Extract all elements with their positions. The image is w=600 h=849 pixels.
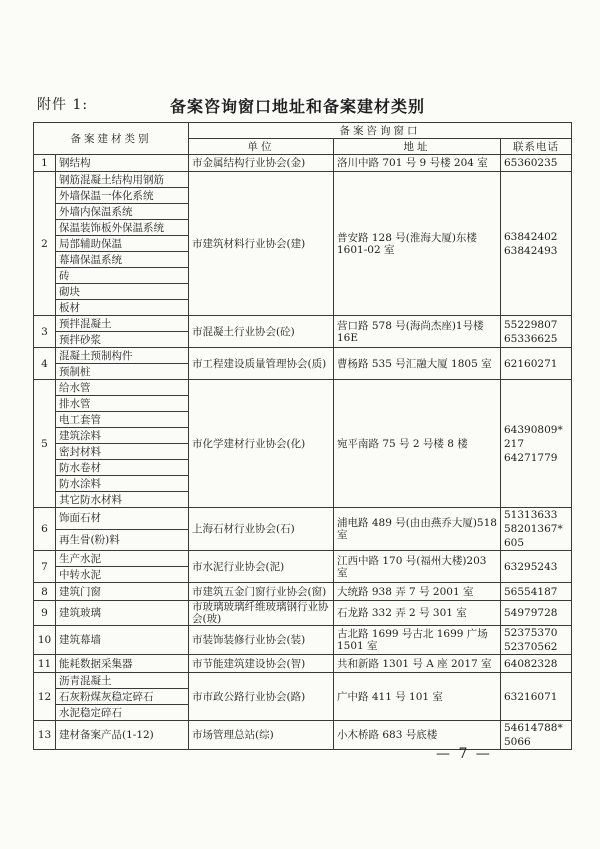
material-category: 砌块 [56, 284, 189, 300]
table-row [34, 380, 572, 396]
window-address: 广中路 411 号 101 室 [334, 673, 501, 721]
window-unit: 市装饰装修行业协会(装) [189, 626, 334, 655]
table-row [34, 601, 572, 626]
window-address: 古北路 1699 号古北 1699 广场 1501 室 [334, 626, 501, 655]
contact-phone [501, 721, 572, 750]
page-number: — 7 — [436, 746, 492, 762]
material-category: 板材 [56, 300, 189, 316]
phone-number: 63842402 [504, 230, 558, 243]
table-row [34, 673, 572, 689]
row-number: 3 [34, 316, 56, 348]
window-address: 石龙路 332 弄 2 号 301 室 [334, 601, 501, 626]
table-row [34, 655, 572, 673]
material-category: 预制桩 [56, 364, 189, 380]
material-category: 防水卷材 [56, 460, 189, 476]
row-number: 5 [34, 380, 56, 508]
material-category: 外墙保温一体化系统 [56, 188, 189, 204]
window-address: 普安路 128 号(淮海大厦)东楼 1601-02 室 [334, 172, 501, 316]
window-unit: 市化学建材行业协会(化) [189, 380, 334, 508]
material-category: 电工套管 [56, 412, 189, 428]
registration-table [33, 122, 572, 750]
phone-number: 65360235 [504, 157, 558, 169]
phone-number: 5066 [504, 736, 531, 748]
material-category: 防水涂料 [56, 476, 189, 492]
phone-number: 55229807 [504, 318, 558, 331]
material-category: 密封材料 [56, 444, 189, 460]
phone-number: 605 [504, 537, 525, 549]
contact-phone [501, 626, 572, 655]
window-address: 曹杨路 535 号汇融大厦 1805 室 [334, 348, 501, 380]
contact-phone [501, 583, 572, 601]
attachment-label: 附件 1: [37, 97, 89, 113]
window-unit: 市建筑材料行业协会(建) [189, 172, 334, 316]
material-category: 建筑玻璃 [56, 601, 189, 626]
phone-number: 64390809* [504, 423, 563, 436]
table-row [34, 316, 572, 332]
phone-number: 56554187 [504, 585, 558, 598]
material-category: 中转水泥 [56, 567, 189, 583]
window-address: 共和新路 1301 号 A 座 2017 室 [334, 655, 501, 673]
phone-number: 51313633 [504, 509, 558, 521]
phone-header: 联系电话 [501, 139, 572, 155]
contact-phone [501, 551, 572, 583]
material-category: 其它防水材料 [56, 492, 189, 508]
phone-number: 54979728 [504, 607, 558, 619]
material-category: 混凝土预制构件 [56, 348, 189, 364]
material-category: 局部辅助保温 [56, 236, 189, 252]
material-category: 石灰粉煤灰稳定碎石 [56, 689, 189, 705]
material-category: 给水管 [56, 380, 189, 396]
material-category: 建筑门窗 [56, 583, 189, 601]
material-category: 外墙内保温系统 [56, 204, 189, 220]
window-address: 宛平南路 75 号 2 号楼 8 楼 [334, 380, 501, 508]
contact-phone [501, 172, 572, 316]
row-number: 10 [34, 626, 56, 655]
phone-number: 54614788* [504, 722, 563, 734]
table-row [34, 626, 572, 655]
row-number: 1 [34, 155, 56, 172]
unit-header: 单位 [189, 139, 334, 155]
material-category: 再生骨(粉)料 [56, 529, 189, 551]
table-row [34, 348, 572, 364]
material-category: 沥青混凝土 [56, 673, 189, 689]
contact-phone [501, 673, 572, 721]
table-row [34, 508, 572, 530]
window-address: 大统路 938 弄 7 号 2001 室 [334, 583, 501, 601]
contact-phone [501, 655, 572, 673]
contact-phone [501, 348, 572, 380]
window-unit: 市建筑五金门窗行业协会(窗) [189, 583, 334, 601]
window-address: 洛川中路 701 号 9 号楼 204 室 [334, 155, 501, 172]
material-category: 幕墙保温系统 [56, 252, 189, 268]
material-category: 生产水泥 [56, 551, 189, 567]
contact-phone [501, 601, 572, 626]
window-unit: 上海石材行业协会(石) [189, 508, 334, 551]
material-category: 钢结构 [56, 155, 189, 172]
table-row [34, 155, 572, 172]
row-number: 2 [34, 172, 56, 316]
window-address: 营口路 578 号(海尚杰座)1号楼 16E [334, 316, 501, 348]
page-title: 备案咨询窗口地址和备案建材类别 [170, 97, 426, 116]
contact-phone [501, 380, 572, 508]
row-number: 11 [34, 655, 56, 673]
phone-number: 64271779 [504, 451, 558, 464]
phone-number: 64082328 [504, 657, 558, 670]
material-category: 建筑涂料 [56, 428, 189, 444]
phone-number: 63842493 [504, 244, 558, 257]
phone-number: 58201367* [504, 523, 563, 535]
material-category: 预拌砂浆 [56, 332, 189, 348]
phone-number: 52370562 [504, 641, 558, 653]
row-number: 13 [34, 721, 56, 750]
material-category: 砖 [56, 268, 189, 284]
window-unit: 市场管理总站(综) [189, 721, 334, 750]
table-row [34, 172, 572, 188]
phone-number: 63295243 [504, 560, 558, 573]
phone-number: 62160271 [504, 357, 558, 370]
window-address: 江西中路 170 号(福州大楼)203 室 [334, 551, 501, 583]
window-unit: 市金属结构行业协会(金) [189, 155, 334, 172]
phone-number: 217 [504, 437, 525, 450]
row-number: 6 [34, 508, 56, 551]
material-category: 饰面石材 [56, 508, 189, 530]
window-unit: 市水泥行业协会(泥) [189, 551, 334, 583]
material-category: 建材备案产品(1-12) [56, 721, 189, 750]
table-row [34, 551, 572, 567]
window-unit: 市工程建设质量管理协会(质) [189, 348, 334, 380]
material-category: 排水管 [56, 396, 189, 412]
row-number: 7 [34, 551, 56, 583]
row-number: 12 [34, 673, 56, 721]
phone-number: 65336625 [504, 332, 558, 345]
phone-number: 52375370 [504, 627, 558, 639]
contact-phone [501, 316, 572, 348]
material-category: 钢筋混凝土结构用钢筋 [56, 172, 189, 188]
row-number: 4 [34, 348, 56, 380]
row-number: 9 [34, 601, 56, 626]
window-address: 小木桥路 683 号底楼 [334, 721, 501, 750]
window-address: 浦电路 489 号(由由燕乔大厦)518 室 [334, 508, 501, 551]
table-row [34, 583, 572, 601]
window-unit: 市市政公路行业协会(路) [189, 673, 334, 721]
window-unit: 市混凝土行业协会(砼) [189, 316, 334, 348]
material-category: 水泥稳定碎石 [56, 705, 189, 721]
material-category: 建筑幕墙 [56, 626, 189, 655]
material-category: 保温装饰板外保温系统 [56, 220, 189, 236]
contact-phone [501, 155, 572, 172]
phone-number: 63216071 [504, 690, 558, 703]
window-unit: 市节能建筑建设协会(智) [189, 655, 334, 673]
contact-phone [501, 508, 572, 551]
window-unit: 市玻璃玻璃纤维玻璃钢行业协会(玻) [189, 601, 334, 626]
window-header: 备案咨询窗口 [189, 123, 572, 139]
category-header: 备案建材类别 [34, 123, 189, 155]
row-number: 8 [34, 583, 56, 601]
material-category: 预拌混凝土 [56, 316, 189, 332]
material-category: 能耗数据采集器 [56, 655, 189, 673]
address-header: 地址 [334, 139, 501, 155]
